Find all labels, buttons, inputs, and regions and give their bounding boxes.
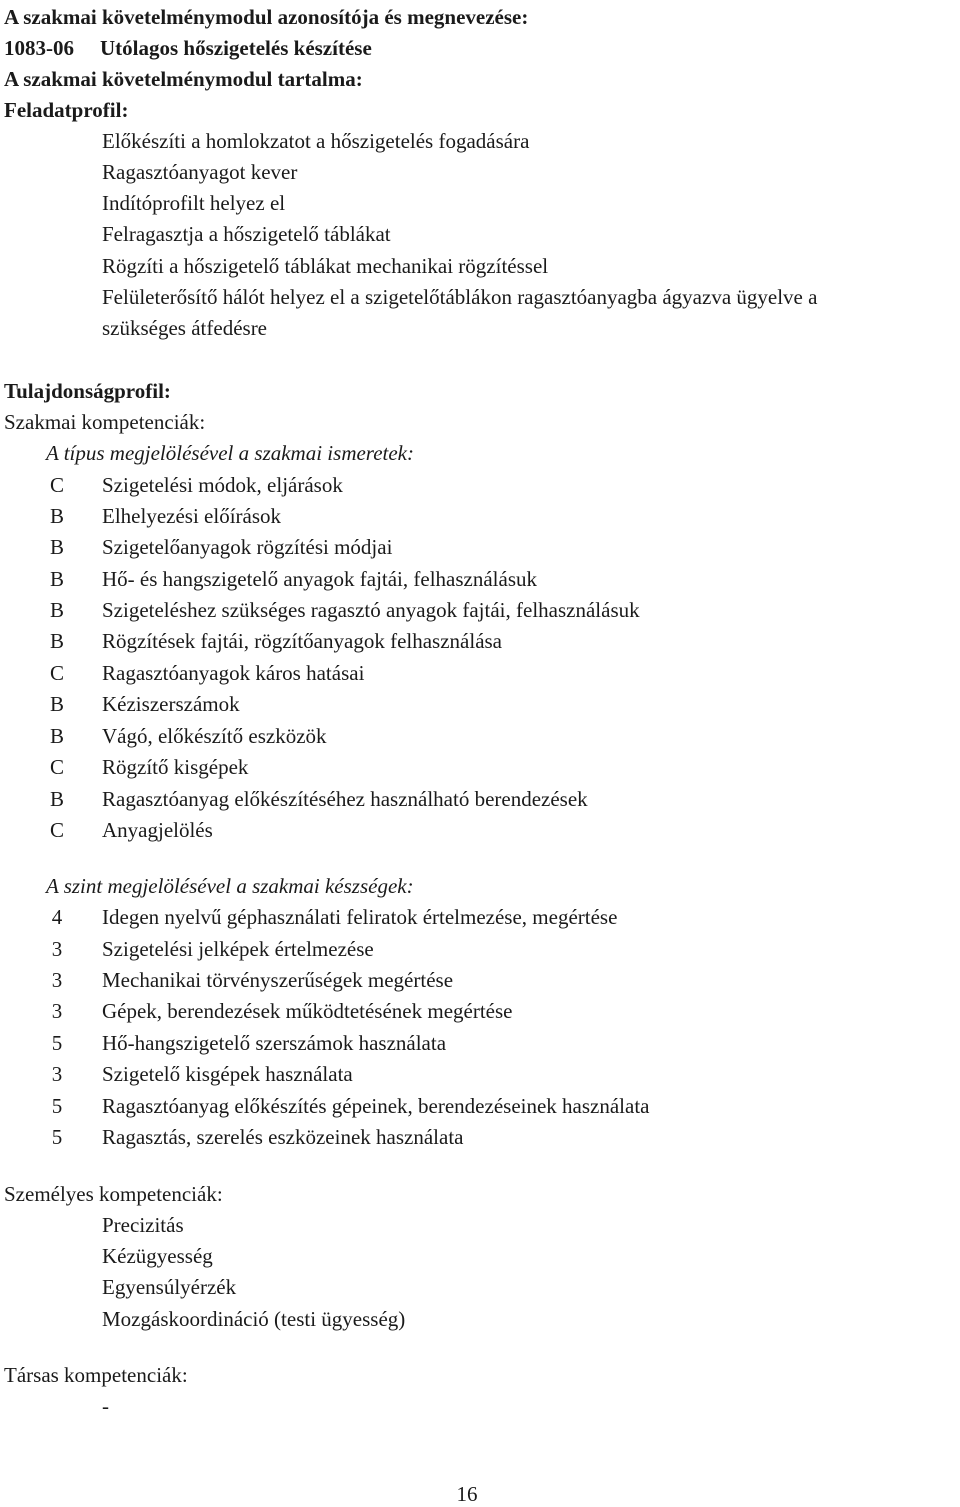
task-profile-heading: Feladatprofil: xyxy=(4,98,129,122)
skill-item: Ragasztás, szerelés eszközeinek használata xyxy=(102,1125,464,1149)
task-item: Rögzíti a hőszigetelő táblákat mechanikai rögzítéssel xyxy=(102,254,549,278)
knowledge-item: Anyagjelölés xyxy=(102,818,213,842)
page-number: 16 xyxy=(456,1482,478,1506)
task-item: Felragasztja a hőszigetelő táblákat xyxy=(102,222,391,246)
skill-item: Mechanikai törvényszerűségek megértése xyxy=(102,968,454,992)
property-profile-heading: Tulajdonságprofil: xyxy=(4,379,171,403)
task-item: Ragasztóanyagot kever xyxy=(102,160,298,184)
social-competencies-heading: Társas kompetenciák: xyxy=(4,1363,188,1387)
knowledge-item: Szigetelési módok, eljárások xyxy=(102,473,343,497)
knowledge-code: B xyxy=(49,787,64,811)
skill-level: 4 xyxy=(51,905,63,929)
skill-level: 5 xyxy=(51,1125,63,1149)
knowledge-item: Elhelyezési előírások xyxy=(102,504,282,528)
knowledge-code: B xyxy=(49,629,64,653)
skill-level: 5 xyxy=(51,1094,63,1118)
personal-item: Mozgáskoordináció (testi ügyesség) xyxy=(102,1307,406,1331)
skill-item: Hő-hangszigetelő szerszámok használata xyxy=(102,1031,447,1055)
knowledge-item: Rögzítések fajtái, rögzítőanyagok felhasználása xyxy=(102,629,503,653)
module-name: Utólagos hőszigetelés készítése xyxy=(100,36,372,60)
knowledge-code: C xyxy=(49,473,64,497)
personal-item: Precizitás xyxy=(102,1213,184,1237)
knowledge-heading: A típus megjelölésével a szakmai ismeretek: xyxy=(46,441,414,465)
task-item-continuation: szükséges átfedésre xyxy=(102,316,268,340)
skill-level: 5 xyxy=(51,1031,63,1055)
personal-item: Kézügyesség xyxy=(102,1244,213,1268)
module-content-heading: A szakmai követelménymodul tartalma: xyxy=(4,67,363,91)
skill-item: Ragasztóanyag előkészítés gépeinek, berendezéseinek használata xyxy=(102,1094,650,1118)
skill-level: 3 xyxy=(51,968,63,992)
skill-item: Gépek, berendezések működtetésének megértése xyxy=(102,999,513,1023)
knowledge-item: Rögzítő kisgépek xyxy=(102,755,249,779)
knowledge-code: B xyxy=(49,567,64,591)
social-item: - xyxy=(102,1394,109,1418)
skill-item: Szigetelési jelképek értelmezése xyxy=(102,937,374,961)
module-code: 1083-06 xyxy=(4,36,74,60)
skill-item: Idegen nyelvű géphasználati feliratok értelmezése, megértése xyxy=(102,905,618,929)
task-item: Indítóprofilt helyez el xyxy=(102,191,286,215)
professional-competencies-heading: Szakmai kompetenciák: xyxy=(4,410,206,434)
knowledge-item: Ragasztóanyagok káros hatásai xyxy=(102,661,365,685)
knowledge-code: B xyxy=(49,535,64,559)
skill-level: 3 xyxy=(51,1062,63,1086)
knowledge-item: Hő- és hangszigetelő anyagok fajtái, felhasználásuk xyxy=(102,567,538,591)
personal-item: Egyensúlyérzék xyxy=(102,1275,237,1299)
knowledge-item: Szigeteléshez szükséges ragasztó anyagok fajtái, felhasználásuk xyxy=(102,598,640,622)
knowledge-item: Ragasztóanyag előkészítéséhez használható berendezések xyxy=(102,787,588,811)
task-item: Előkészíti a homlokzatot a hőszigetelés fogadására xyxy=(102,129,530,153)
knowledge-code: C xyxy=(49,755,64,779)
knowledge-item: Kéziszerszámok xyxy=(102,692,240,716)
module-id-heading: A szakmai követelménymodul azonosítója és megnevezése: xyxy=(4,5,529,29)
knowledge-code: C xyxy=(49,661,64,685)
knowledge-code: C xyxy=(49,818,64,842)
knowledge-item: Vágó, előkészítő eszközök xyxy=(102,724,327,748)
knowledge-code: B xyxy=(49,598,64,622)
personal-competencies-heading: Személyes kompetenciák: xyxy=(4,1182,223,1206)
knowledge-code: B xyxy=(49,504,64,528)
skills-heading: A szint megjelölésével a szakmai készségek: xyxy=(46,874,414,898)
knowledge-code: B xyxy=(49,692,64,716)
skill-level: 3 xyxy=(51,999,63,1023)
task-item: Felületerősítő hálót helyez el a szigetelőtáblákon ragasztóanyagba ágyazva ügyelve a xyxy=(102,285,818,309)
knowledge-code: B xyxy=(49,724,64,748)
skill-level: 3 xyxy=(51,937,63,961)
knowledge-item: Szigetelőanyagok rögzítési módjai xyxy=(102,535,393,559)
skill-item: Szigetelő kisgépek használata xyxy=(102,1062,353,1086)
